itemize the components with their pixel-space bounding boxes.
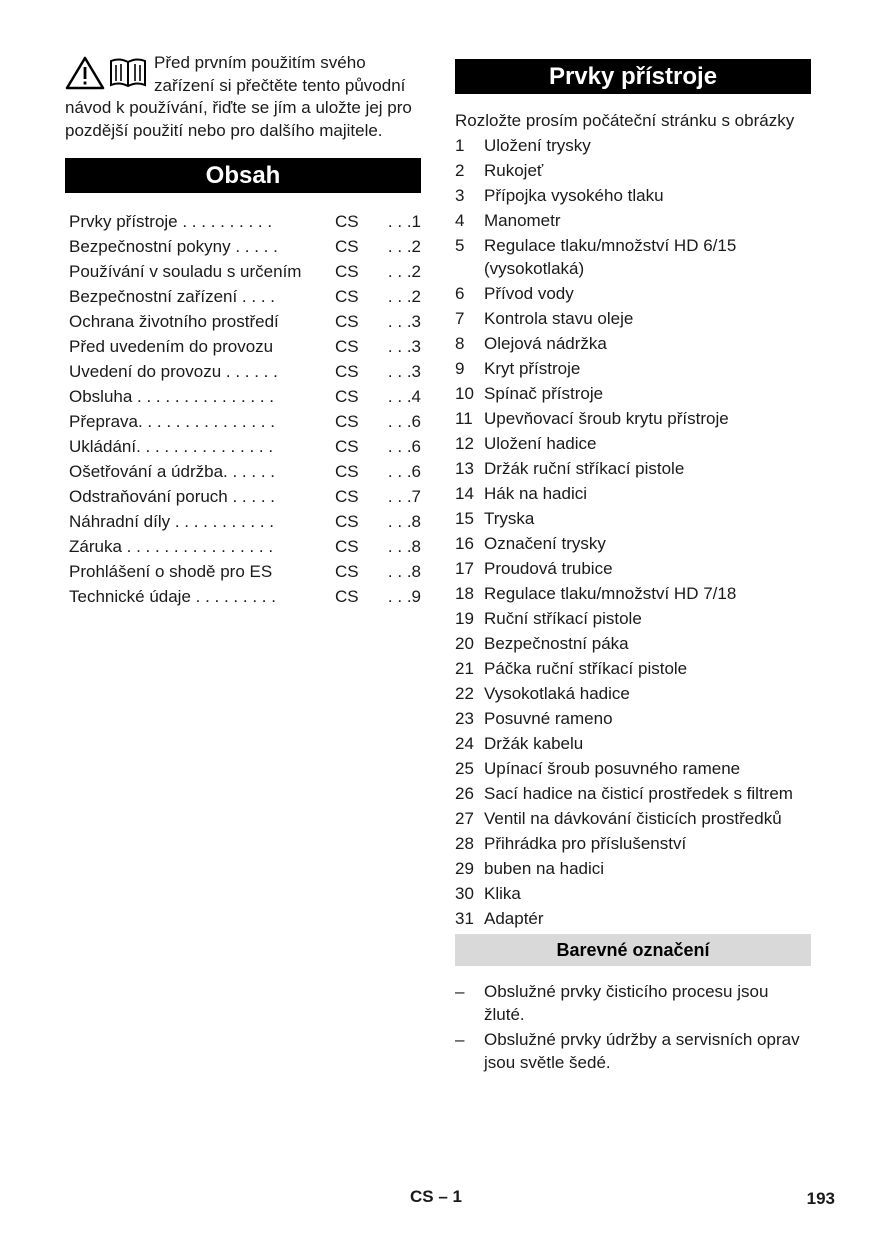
page-number: 193 <box>806 1189 835 1208</box>
part-label: Sací hadice na čisticí prostředek s filtrem <box>484 783 793 803</box>
part-item <box>455 758 811 781</box>
toc-entry-title: Prvky přístroje . . . . . . . . . . <box>69 212 273 232</box>
part-number: 15 <box>455 508 474 528</box>
part-item <box>455 160 811 183</box>
toc-entry-page: . . .2 <box>387 237 421 257</box>
part-item <box>455 308 811 331</box>
part-label: Uložení trysky <box>484 136 591 155</box>
right-column <box>455 59 811 1076</box>
color-coding-text: Obslužné prvky údržby a servisních oprav jsou světle šedé. <box>484 1030 800 1072</box>
part-label: Upínací šroub posuvného ramene <box>484 758 741 778</box>
table-of-contents <box>65 209 421 609</box>
color-coding-text: Obslužné prvky čisticího procesu jsou žluté. <box>484 982 769 1024</box>
footer-code: CS – 1 <box>410 1187 462 1206</box>
part-label: Klika <box>484 883 521 903</box>
toc-entry-language: CS <box>335 412 359 432</box>
part-label: Hák na hadici <box>484 483 588 503</box>
part-item <box>455 283 811 306</box>
part-item <box>455 358 811 381</box>
color-coding-heading: Barevné označení <box>455 934 811 966</box>
part-item <box>455 883 811 906</box>
part-item <box>455 210 811 233</box>
part-item <box>455 708 811 731</box>
part-item <box>455 558 811 581</box>
toc-entry[interactable] <box>65 434 421 459</box>
toc-entry-language: CS <box>335 462 359 482</box>
toc-entry-page: . . .4 <box>387 387 421 407</box>
part-label: Spínač přístroje <box>484 383 604 403</box>
part-number: 26 <box>455 783 474 803</box>
toc-entry-language: CS <box>335 437 359 457</box>
part-number: 27 <box>455 808 474 828</box>
part-label: Manometr <box>484 211 561 230</box>
part-number: 28 <box>455 833 474 853</box>
part-item <box>455 333 811 356</box>
left-column <box>65 52 421 609</box>
toc-entry-title: Ochrana životního prostředí <box>69 312 279 332</box>
toc-entry-language: CS <box>335 312 359 332</box>
part-label: buben na hadici <box>484 858 605 878</box>
part-number: 9 <box>455 358 465 378</box>
toc-entry-title: Ukládání. . . . . . . . . . . . . . . <box>69 437 274 457</box>
part-label: Rukojeť <box>484 161 544 180</box>
toc-entry-language: CS <box>335 287 359 307</box>
part-item <box>455 858 811 881</box>
part-item <box>455 408 811 431</box>
parts-list <box>455 135 811 930</box>
part-item <box>455 633 811 656</box>
toc-entry[interactable] <box>65 259 421 284</box>
part-label: Uložení hadice <box>484 433 597 453</box>
part-label: Proudová trubice <box>484 558 613 578</box>
part-number: 19 <box>455 608 474 628</box>
toc-entry-language: CS <box>335 512 359 532</box>
toc-entry[interactable] <box>65 359 421 384</box>
part-number: 7 <box>455 308 465 328</box>
warning-text: Před prvním použitím svého zařízení si přečtěte tento původní návod k používání, řiďte se jím a uložte jej pro pozdější použití nebo pro dalšího majitele. <box>65 53 412 140</box>
toc-entry-title: Přeprava. . . . . . . . . . . . . . . <box>69 412 275 432</box>
part-number: 4 <box>455 211 465 230</box>
toc-entry-page: . . .2 <box>387 287 421 307</box>
part-item <box>455 733 811 756</box>
part-item <box>455 583 811 606</box>
part-item <box>455 608 811 631</box>
toc-entry-page: . . .8 <box>387 537 421 557</box>
toc-entry-title: Bezpečnostní zařízení . . . . <box>69 287 275 307</box>
part-label: Bezpečnostní páka <box>484 633 629 653</box>
toc-entry-page: . . .9 <box>387 587 421 607</box>
part-number: 25 <box>455 758 474 778</box>
toc-entry[interactable] <box>65 484 421 509</box>
toc-entry[interactable] <box>65 559 421 584</box>
part-number: 11 <box>455 408 473 428</box>
toc-entry-page: . . .3 <box>387 362 421 382</box>
toc-entry-page: . . .8 <box>387 562 421 582</box>
open-book-icon <box>108 56 148 90</box>
part-item <box>455 508 811 531</box>
part-label: Páčka ruční stříkací pistole <box>484 658 688 678</box>
part-number: 12 <box>455 433 474 453</box>
toc-entry-title: Ošetřování a údržba. . . . . . <box>69 462 275 482</box>
toc-entry-page: . . .8 <box>387 512 421 532</box>
toc-entry-title: Uvedení do provozu . . . . . . <box>69 362 278 382</box>
part-number: 31 <box>455 908 474 928</box>
part-number: 14 <box>455 483 474 503</box>
warning-triangle-icon <box>65 56 105 90</box>
part-number: 6 <box>455 283 465 303</box>
part-item <box>455 433 811 456</box>
color-coding-item <box>455 1028 811 1074</box>
part-item <box>455 383 811 406</box>
dash-bullet: – <box>455 1030 465 1049</box>
part-item <box>455 185 811 208</box>
dash-bullet: – <box>455 982 465 1001</box>
part-item <box>455 683 811 706</box>
toc-entry-page: . . .2 <box>387 262 421 282</box>
part-number: 10 <box>455 383 474 403</box>
device-elements-heading: Prvky přístroje <box>455 59 811 94</box>
part-label: Přihrádka pro příslušenství <box>484 833 687 853</box>
part-number: 5 <box>455 236 465 255</box>
toc-entry-page: . . .6 <box>387 412 421 432</box>
toc-entry-language: CS <box>335 562 359 582</box>
toc-entry[interactable] <box>65 584 421 609</box>
color-coding-list <box>455 980 811 1074</box>
toc-entry[interactable] <box>65 534 421 559</box>
part-label: Ruční stříkací pistole <box>484 608 642 628</box>
toc-entry[interactable] <box>65 209 421 234</box>
part-item <box>455 658 811 681</box>
toc-entry[interactable] <box>65 384 421 409</box>
toc-entry[interactable] <box>65 509 421 534</box>
part-label: Kryt přístroje <box>484 358 581 378</box>
part-label: Regulace tlaku/množství HD 7/18 <box>484 583 737 603</box>
toc-entry-language: CS <box>335 387 359 407</box>
part-number: 3 <box>455 186 465 205</box>
part-label: Vysokotlaká hadice <box>484 683 630 703</box>
toc-entry-language: CS <box>335 337 359 357</box>
toc-entry[interactable] <box>65 284 421 309</box>
part-number: 1 <box>455 136 465 155</box>
toc-entry-page: . . .1 <box>387 212 421 232</box>
device-elements-intro: Rozložte prosím počáteční stránku s obrázky <box>455 111 795 130</box>
part-label: Držák kabelu <box>484 733 584 753</box>
toc-entry-title: Prohlášení o shodě pro ES <box>69 562 273 582</box>
part-number: 22 <box>455 683 474 703</box>
part-label: Posuvné rameno <box>484 708 613 728</box>
toc-entry-title: Záruka . . . . . . . . . . . . . . . . <box>69 537 274 557</box>
toc-entry-language: CS <box>335 262 359 282</box>
part-label: Držák ruční stříkací pistole <box>484 458 685 478</box>
part-label: Přípojka vysokého tlaku <box>484 186 664 205</box>
part-label: Ventil na dávkování čisticích prostředků <box>484 808 782 828</box>
toc-entry-title: Před uvedením do provozu <box>69 337 274 357</box>
part-label: Adaptér <box>484 908 544 928</box>
toc-entry-title: Technické údaje . . . . . . . . . <box>69 587 276 607</box>
toc-entry[interactable] <box>65 409 421 434</box>
part-number: 18 <box>455 583 474 603</box>
part-number: 8 <box>455 333 465 353</box>
part-number: 17 <box>455 558 474 578</box>
toc-entry-title: Obsluha . . . . . . . . . . . . . . . <box>69 387 275 407</box>
part-label: Olejová nádržka <box>484 333 607 353</box>
toc-entry-language: CS <box>335 587 359 607</box>
toc-entry-title: Bezpečnostní pokyny . . . . . <box>69 237 278 257</box>
toc-entry-language: CS <box>335 237 359 257</box>
part-item <box>455 808 811 831</box>
part-item <box>455 235 811 280</box>
part-number: 29 <box>455 858 474 878</box>
toc-entry[interactable] <box>65 309 421 334</box>
warning-icons <box>65 56 148 92</box>
part-number: 24 <box>455 733 474 753</box>
part-number: 13 <box>455 458 474 478</box>
part-label: Označení trysky <box>484 533 606 553</box>
part-item <box>455 833 811 856</box>
part-number: 2 <box>455 161 465 180</box>
part-label: Regulace tlaku/množství HD 6/15 (vysokotlaká) <box>484 236 737 278</box>
part-number: 30 <box>455 883 474 903</box>
toc-entry[interactable] <box>65 234 421 259</box>
part-item <box>455 458 811 481</box>
contents-heading: Obsah <box>65 158 421 193</box>
toc-entry-title: Používání v souladu s určením <box>69 262 302 282</box>
toc-entry-language: CS <box>335 487 359 507</box>
toc-entry[interactable] <box>65 459 421 484</box>
toc-entry-title: Odstraňování poruch . . . . . <box>69 487 275 507</box>
part-item <box>455 783 811 806</box>
toc-entry-page: . . .3 <box>387 337 421 357</box>
toc-entry-page: . . .7 <box>387 487 421 507</box>
warning-note <box>65 52 421 142</box>
toc-entry-page: . . .3 <box>387 312 421 332</box>
part-label: Kontrola stavu oleje <box>484 308 634 328</box>
part-number: 23 <box>455 708 474 728</box>
part-item <box>455 483 811 506</box>
color-coding-item <box>455 980 811 1026</box>
part-number: 20 <box>455 633 474 653</box>
part-label: Upevňovací šroub krytu přístroje <box>484 408 729 428</box>
part-item <box>455 533 811 556</box>
toc-entry-page: . . .6 <box>387 437 421 457</box>
part-label: Tryska <box>484 508 535 528</box>
part-item <box>455 135 811 158</box>
part-number: 21 <box>455 658 474 678</box>
toc-entry-language: CS <box>335 212 359 232</box>
toc-entry-title: Náhradní díly . . . . . . . . . . . <box>69 512 275 532</box>
toc-entry-language: CS <box>335 362 359 382</box>
toc-entry-page: . . .6 <box>387 462 421 482</box>
toc-entry-language: CS <box>335 537 359 557</box>
part-number: 16 <box>455 533 474 553</box>
part-label: Přívod vody <box>484 283 574 303</box>
part-item <box>455 908 811 931</box>
toc-entry[interactable] <box>65 334 421 359</box>
